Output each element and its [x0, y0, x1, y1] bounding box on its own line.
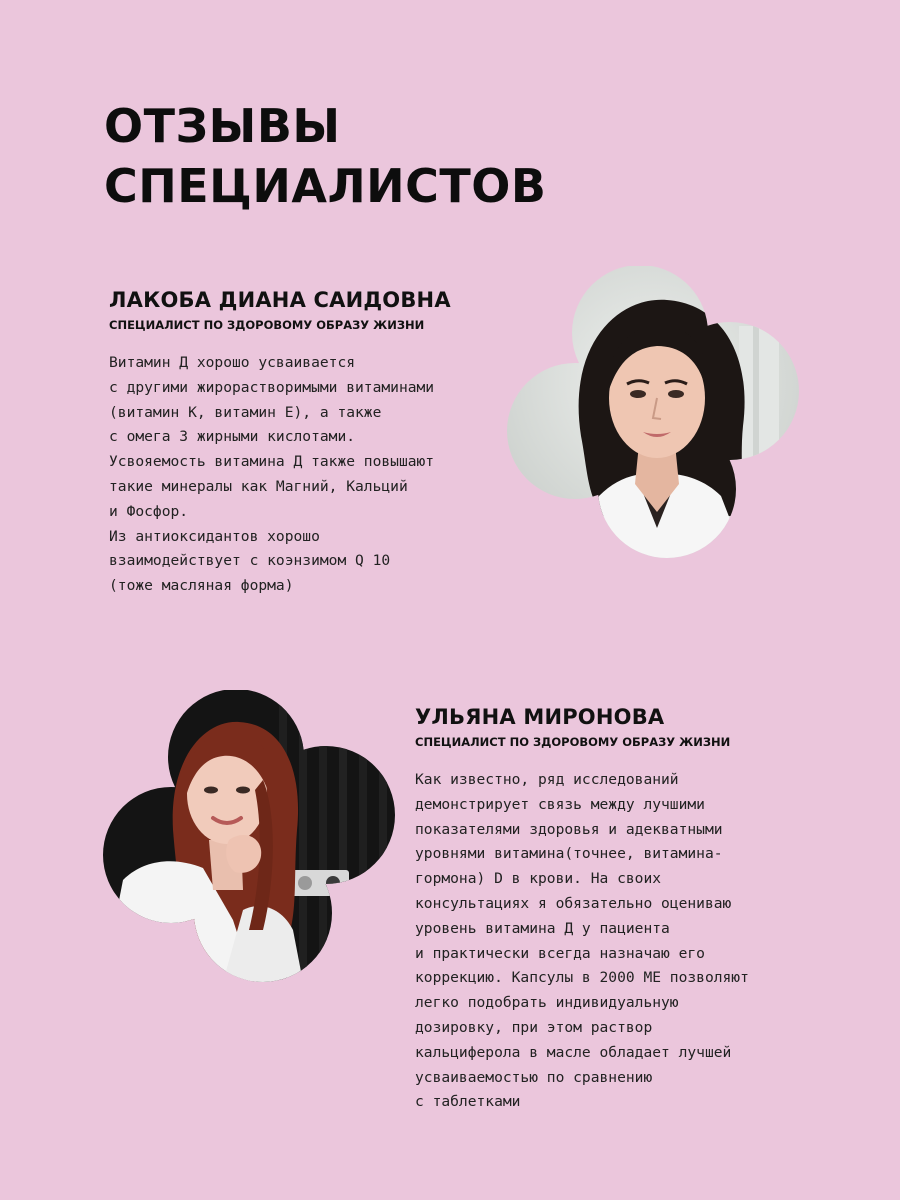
review-text — [415, 768, 835, 1115]
review-text — [109, 351, 509, 599]
review-text-line: Как известно, ряд исследований — [415, 771, 679, 788]
review-text-line: коррекцию. Капсулы в 2000 МЕ позволяют — [415, 969, 749, 987]
review-text-line: усваиваемостью по сравнению — [415, 1068, 653, 1086]
review-card-mironova — [415, 704, 835, 1115]
portrait-illustration — [103, 690, 395, 982]
reviewer-photo-lakoba — [507, 266, 799, 558]
review-text-line: (тоже масляная форма) — [109, 577, 294, 595]
page-title-line-1: ОТЗЫВЫ — [104, 99, 341, 153]
review-text-line: кальциферола в масле обладает лучшей — [415, 1043, 732, 1061]
reviewer-role: СПЕЦИАЛИСТ ПО ЗДОРОВОМУ ОБРАЗУ ЖИЗНИ — [109, 318, 425, 332]
review-text-line: и Фосфор. — [109, 502, 189, 520]
page-title — [104, 96, 546, 216]
review-text-line: консультациях я обязательно оцениваю — [415, 894, 732, 912]
review-text-line: и практически всегда назначаю его — [415, 944, 705, 962]
review-text-line: легко подобрать индивидуальную — [415, 994, 679, 1012]
review-text-line: уровнями витамина(точнее, витамина- — [415, 845, 723, 863]
reviewer-name: ЛАКОБА ДИАНА САИДОВНА — [109, 288, 451, 312]
review-text-line: гормона) D в крови. На своих — [415, 870, 662, 888]
review-text-line: Усвояемость витамина Д также повышают — [109, 453, 435, 471]
review-text-line: показателями здоровья и адекватными — [415, 820, 723, 838]
review-text-line: (витамин К, витамин Е), а также — [109, 403, 382, 421]
reviewer-name: УЛЬЯНА МИРОНОВА — [415, 705, 665, 729]
review-text-line: Витамин Д хорошо усваивается — [109, 354, 356, 371]
reviewer-role: СПЕЦИАЛИСТ ПО ЗДОРОВОМУ ОБРАЗУ ЖИЗНИ — [415, 735, 731, 749]
portrait-illustration — [507, 266, 799, 558]
review-text-line: уровень витамина Д у пациента — [415, 919, 670, 937]
review-text-line: такие минералы как Магний, Кальций — [109, 477, 408, 495]
page-title-line-2: СПЕЦИАЛИСТОВ — [104, 159, 547, 213]
review-text-line: с таблетками — [415, 1093, 521, 1111]
review-text-line: взаимодействует с коэнзимом Q 10 — [109, 552, 391, 570]
review-card-lakoba — [109, 287, 509, 599]
review-text-line: Из антиоксидантов хорошо — [109, 527, 320, 545]
review-text-line: дозировку, при этом раствор — [415, 1018, 653, 1036]
review-text-line: демонстрирует связь между лучшими — [415, 795, 705, 813]
review-text-line: с омега 3 жирными кислотами. — [109, 428, 356, 446]
reviewer-photo-mironova — [103, 690, 395, 982]
review-text-line: с другими жирорастворимыми витаминами — [109, 378, 435, 396]
